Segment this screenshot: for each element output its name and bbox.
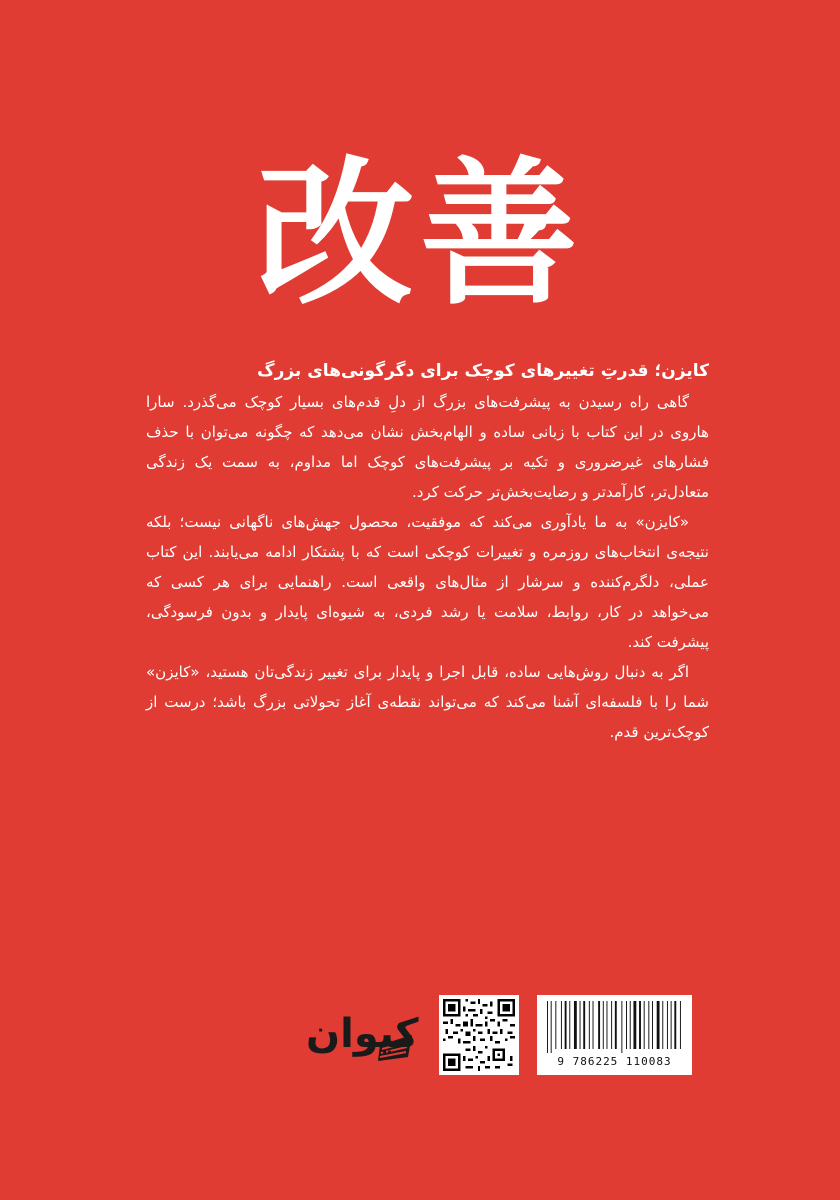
barcode-bar [667, 1001, 668, 1049]
barcode-bar [551, 1001, 552, 1053]
barcode-bar [671, 1001, 672, 1049]
barcode-bar [657, 1001, 660, 1049]
barcode-bar [607, 1001, 608, 1049]
barcode-bar [565, 1001, 567, 1049]
back-cover-text [146, 358, 709, 747]
barcode-bar [583, 1001, 585, 1049]
kanji-title: 改善 [256, 142, 584, 327]
paragraph-1: گاهی راه رسیدن به پیشرفت‌های بزرگ از دلِ قدم‌های بسیار کوچک می‌گذرد. سارا هاروی در این کتاب با زبانی ساده و الهام‌بخش نشان می‌دهد که چگونه می‌توان با حذف فشارهای غیرضروری و تکیه بر پیشرفت‌های کوچک اما مداوم، به سمت یک زندگی متعادل‌تر، کارآمدتر و رضایت‌بخش‌تر حرکت کرد. [146, 393, 709, 501]
barcode-bar [680, 1001, 681, 1049]
barcode-bar [593, 1001, 594, 1049]
barcode-bar [615, 1001, 617, 1049]
barcode-bar [611, 1001, 612, 1049]
qr-icon [443, 999, 515, 1071]
barcode-bar [574, 1001, 577, 1049]
barcode-bar [580, 1001, 581, 1049]
paragraph-2: «کایزن» به ما یادآوری می‌کند که موفقیت، محصول جهش‌های ناگهانی نیست؛ بلکه نتیجه‌ی انتخاب‌های روزمره و تغییرات کوچکی است که با پشتکار ادامه می‌یابند. این کتاب عملی، دلگرم‌کننده و سرشار از مثال‌های واقعی است. راهنمایی برای هر کسی که می‌خواهد در کار، روابط، سلامت یا رشد فردی، به شیوه‌ای پایدار و بدون فرسودگی، پیشرفت کند. [146, 513, 709, 651]
barcode-bar [648, 1001, 649, 1049]
barcode-bar [662, 1001, 663, 1049]
barcode-bar [569, 1001, 570, 1049]
paragraph-3: اگر به دنبال روش‌هایی ساده، قابل اجرا و پایدار برای تغییر زندگی‌تان هستید، «کایزن» شما را با فلسفه‌ای آشنا می‌کند که می‌تواند نقطه‌ی آغاز تحولاتی بزرگ باشد؛ درست از کوچک‌ترین قدم. [146, 663, 709, 741]
barcode-icon [545, 1001, 684, 1053]
barcode-bar [555, 1001, 556, 1049]
barcode-bar [561, 1001, 562, 1049]
barcode-bar [626, 1001, 627, 1049]
publisher-logo [288, 1005, 419, 1065]
barcode-bar [639, 1001, 641, 1049]
barcode-bar [644, 1001, 645, 1049]
isbn-number: 9 786225 110083 [557, 1055, 672, 1068]
barcode-bar [598, 1001, 600, 1049]
barcode-bar [652, 1001, 653, 1049]
publisher-name: کیوان [306, 1011, 419, 1057]
barcode-bar [547, 1001, 548, 1053]
barcode-bar [630, 1001, 631, 1049]
headline: کایزن؛ قدرتِ تغییرهای کوچک برای دگرگونی‌های بزرگ [257, 361, 709, 381]
barcode-bar [603, 1001, 604, 1049]
isbn-barcode [537, 995, 692, 1075]
barcode-bar [621, 1001, 622, 1053]
barcode-bar [633, 1001, 636, 1049]
barcode-bar [589, 1001, 590, 1049]
barcode-bar [674, 1001, 676, 1049]
qr-code [439, 995, 519, 1075]
